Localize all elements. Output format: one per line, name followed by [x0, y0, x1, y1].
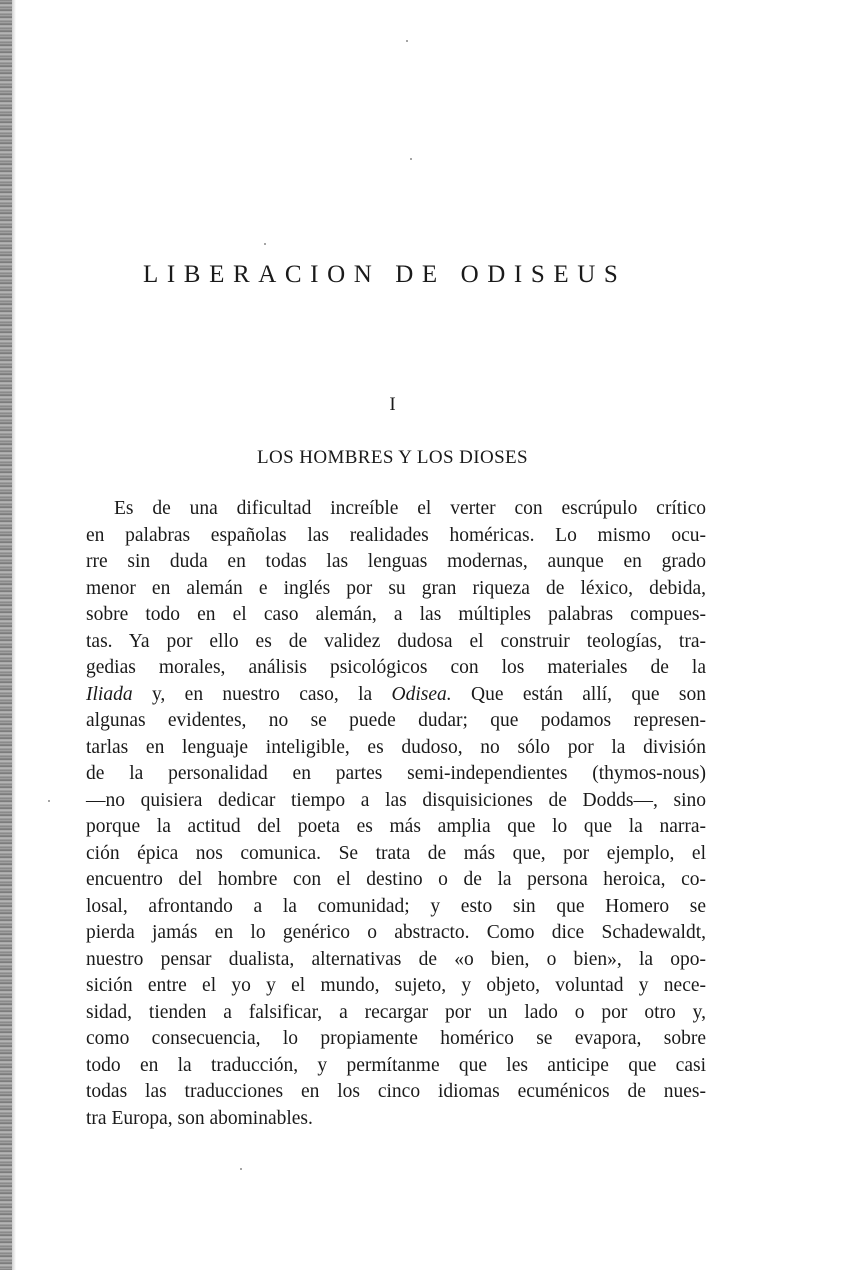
text-line — [86, 602, 706, 629]
section-heading: LOS HOMBRES Y LOS DIOSES — [256, 447, 529, 468]
text-line — [86, 1106, 706, 1133]
scan-speck — [406, 40, 408, 42]
text-run: losal, afrontando a la comunidad; y esto sin que Homero se — [86, 895, 706, 917]
text-run: todo en la traducción, y permítanme que les anticipe que casi — [86, 1054, 706, 1076]
text-run: nuestro pensar dualista, alternativas de «o bien, o bien», la opo- — [86, 948, 706, 970]
text-run: de la personalidad en partes semi-independientes (thymos-nous) — [86, 763, 706, 784]
text-line — [86, 867, 706, 894]
text-run: —no quisiera dedicar tiempo a las disquisiciones de Dodds—, sino — [86, 789, 706, 811]
text-run: tra Europa, son abominables. — [86, 1107, 313, 1129]
scanned-page-edge — [0, 0, 12, 1270]
text-run: encuentro del hombre con el destino o de la persona heroica, co- — [86, 869, 706, 890]
text-run: ción épica nos comunica. Se trata de más que, por ejemplo, el — [86, 842, 706, 864]
text-line — [86, 947, 706, 974]
text-line — [86, 708, 706, 735]
text-run: sición entre el yo y el mundo, sujeto, y objeto, voluntad y nece- — [86, 975, 706, 996]
text-run: gedias morales, análisis psicológicos con los materiales de la — [86, 657, 706, 678]
text-line — [86, 841, 706, 868]
text-line — [86, 788, 706, 815]
text-run: sobre todo en el caso alemán, a las múltiples palabras compues- — [86, 604, 706, 625]
text-line — [86, 629, 706, 656]
scan-speck — [410, 158, 412, 160]
text-run: tarlas en lenguaje inteligible, es dudoso, no sólo por la división — [86, 736, 706, 758]
text-run: menor en alemán e inglés por su gran riqueza de léxico, debida, — [86, 577, 706, 599]
text-run: todas las traducciones en los cinco idiomas ecuménicos de nues- — [86, 1081, 706, 1102]
text-line — [86, 735, 706, 762]
text-run: Es de una dificultad increíble el verter con escrúpulo crítico — [114, 498, 706, 519]
page-title: LIBERACION DE ODISEUS — [143, 261, 627, 288]
text-line — [86, 496, 706, 523]
text-line — [86, 920, 706, 947]
text-line — [86, 549, 706, 576]
text-line — [86, 682, 706, 709]
text-line — [86, 523, 706, 550]
text-line — [86, 1079, 706, 1106]
italic-title: Odisea. — [391, 683, 452, 705]
text-line — [86, 814, 706, 841]
text-line — [86, 761, 706, 788]
text-run: como consecuencia, lo propiamente homérico se evapora, sobre — [86, 1028, 706, 1049]
body-paragraph — [86, 496, 706, 1132]
text-line — [86, 1026, 706, 1053]
text-run: sidad, tienden a falsificar, a recargar por un lado o por otro y, — [86, 1001, 706, 1023]
text-run: algunas evidentes, no se puede dudar; que podamos represen- — [86, 710, 706, 731]
page-edge-shadow — [12, 0, 16, 1270]
text-line — [86, 576, 706, 603]
italic-title: Iliada — [86, 683, 133, 705]
text-line — [86, 894, 706, 921]
text-line — [86, 655, 706, 682]
text-run: y, en nuestro caso, la — [132, 683, 392, 705]
text-run: tas. Ya por ello es de validez dudosa el construir teologías, tra- — [86, 630, 706, 652]
scan-speck — [240, 1168, 242, 1170]
text-line — [86, 1053, 706, 1080]
scan-speck — [264, 243, 266, 245]
text-line — [86, 1000, 706, 1027]
chapter-number: I — [389, 394, 396, 415]
text-run: pierda jamás en lo genérico o abstracto. Como dice Schadewaldt, — [86, 922, 706, 943]
text-run: Que están allí, que son — [451, 683, 706, 705]
text-run: en palabras españolas las realidades homéricas. Lo mismo ocu- — [86, 524, 706, 546]
scan-speck — [48, 800, 50, 802]
text-run: rre sin duda en todas las lenguas modernas, aunque en grado — [86, 551, 706, 572]
text-line — [86, 973, 706, 1000]
text-run: porque la actitud del poeta es más amplia que lo que la narra- — [86, 816, 706, 837]
